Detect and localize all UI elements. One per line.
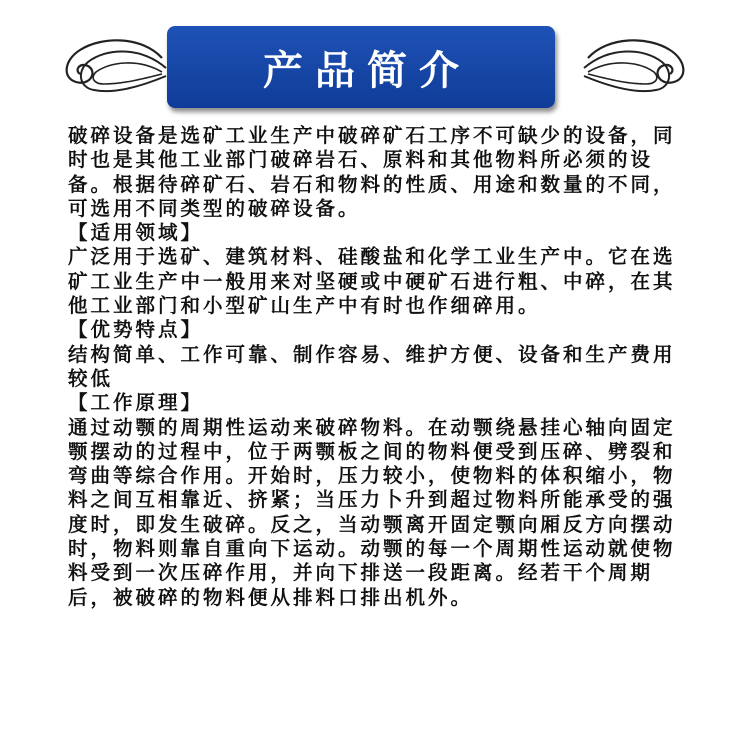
intro-paragraph: 破碎设备是选矿工业生产中破碎矿石工序不可缺少的设备，同时也是其他工业部门破碎岩石、原料和其他物料所必须的设备。根据待碎矿石、岩石和物料的性质、用途和数量的不同，可选用不同类型的破碎设备。 — [68, 124, 676, 220]
scroll-ornament-right-icon — [582, 28, 700, 98]
product-description — [68, 124, 688, 610]
title-banner — [167, 26, 555, 108]
section-body-principle: 通过动颚的周期性运动来破碎物料。在动颚绕悬挂心轴向固定颚摆动的过程中，位于两颚板之间的物料便受到压碎、劈裂和弯曲等综合作用。开始时，压力较小，使物料的体积缩小，物料之间互相靠近、挤紧；当压力卜升到超过物料所能承受的强度时，即发生破碎。反之，当动颚离开固定颚向厢反方向摆动时，物料则靠自重向下运动。动颚的每一个周期性运动就使物料受到一次压碎作用，并向下排送一段距离。经若干个周期后，被破碎的物料便从排料口排出机外。 — [68, 415, 676, 609]
section-heading-application: 【适用领域】 — [68, 221, 204, 245]
scroll-ornament-left-icon — [50, 28, 168, 98]
section-body-application: 广泛用于选矿、建筑材料、硅酸盐和化学工业生产中。它在选矿工业生产中一般用来对坚硬或中硬矿石进行粗、中碎，在其他工业部门和小型矿山生产中有时也作细碎用。 — [68, 245, 676, 318]
section-heading-advantages: 【优势特点】 — [68, 318, 204, 342]
page-title: 产品简介 — [263, 47, 471, 94]
section-body-advantages: 结构简单、工作可靠、制作容易、维护方便、设备和生产费用较低 — [68, 342, 676, 390]
title-banner-area — [0, 0, 750, 130]
section-heading-principle: 【工作原理】 — [68, 391, 204, 415]
